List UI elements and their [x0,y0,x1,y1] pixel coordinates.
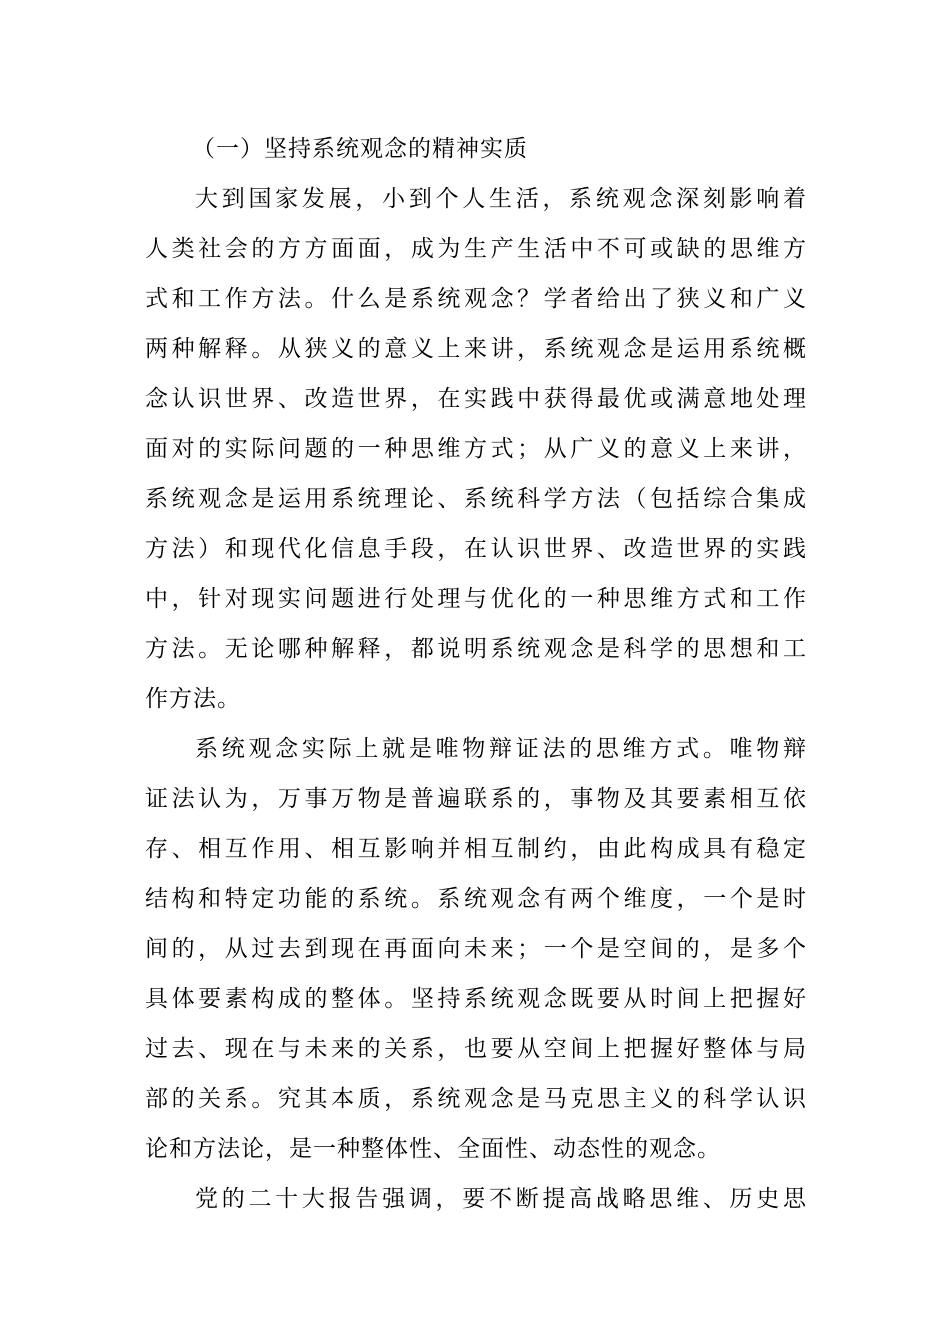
paragraph-2-line-8: 部的关系。究其本质，系统观念是马克思主义的科学认识 [145,1086,807,1112]
paragraph-2-line-2: 证法认为，万事万物是普遍联系的，事物及其要素相互依 [145,786,807,812]
section-heading: （一）坚持系统观念的精神实质 [192,136,528,162]
paragraph-2-line-9: 论和方法论，是一种整体性、全面性、动态性的观念。 [145,1136,721,1162]
paragraph-2-line-4: 结构和特定功能的系统。系统观念有两个维度，一个是时 [145,886,807,912]
paragraph-2-line-3: 存、相互作用、相互影响并相互制约，由此构成具有稳定 [145,836,807,862]
paragraph-2-line-7: 过去、现在与未来的关系，也要从空间上把握好整体与局 [145,1036,807,1062]
paragraph-1-line-3: 式和工作方法。什么是系统观念？学者给出了狭义和广义 [145,286,807,312]
paragraph-2-line-6: 具体要素构成的整体。坚持系统观念既要从时间上把握好 [145,986,807,1012]
paragraph-2-line-5: 间的，从过去到现在再面向未来；一个是空间的，是多个 [145,936,807,962]
paragraph-1-line-10: 方法。无论哪种解释，都说明系统观念是科学的思想和工 [145,636,807,662]
paragraph-3-line-1: 党的二十大报告强调，要不断提高战略思维、历史思 [195,1186,807,1212]
paragraph-1-line-4: 两种解释。从狭义的意义上来讲，系统观念是运用系统概 [145,336,807,362]
paragraph-1-line-2: 人类社会的方方面面，成为生产生活中不可或缺的思维方 [145,236,807,262]
paragraph-2-line-1: 系统观念实际上就是唯物辩证法的思维方式。唯物辩 [195,736,807,762]
paragraph-1-line-8: 方法）和现代化信息手段，在认识世界、改造世界的实践 [145,536,807,562]
paragraph-1-line-7: 系统观念是运用系统理论、系统科学方法（包括综合集成 [145,486,807,512]
paragraph-1-line-9: 中，针对现实问题进行处理与优化的一种思维方式和工作 [145,586,807,612]
paragraph-1-line-6: 面对的实际问题的一种思维方式；从广义的意义上来讲， [145,436,807,462]
paragraph-1-line-1: 大到国家发展，小到个人生活，系统观念深刻影响着 [195,186,807,212]
paragraph-1-line-11: 作方法。 [145,686,241,712]
paragraph-1-line-5: 念认识世界、改造世界，在实践中获得最优或满意地处理 [145,386,807,412]
